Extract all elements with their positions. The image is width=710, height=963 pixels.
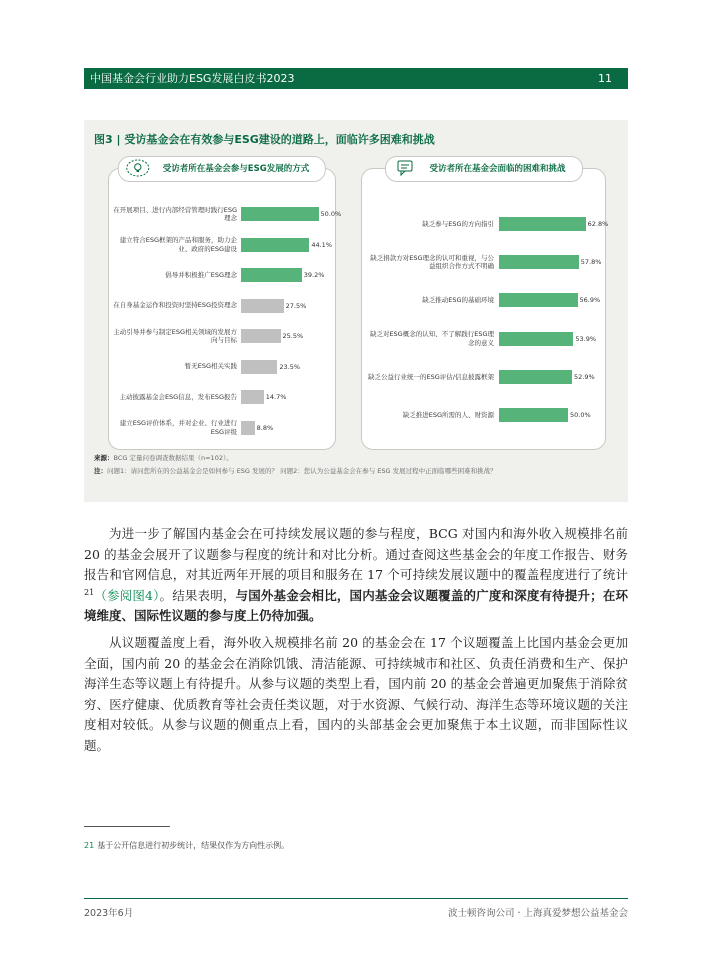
value-label: 23.5% <box>279 362 301 371</box>
category-label: 建立ESG评价体系，并对企业、行业进行ESG评级 <box>119 419 237 436</box>
value-label: 52.9% <box>574 372 595 381</box>
value-label: 50.0% <box>570 411 591 419</box>
category-label: 缺乏推进ESG所需的人、财资源 <box>402 410 494 419</box>
data-bar <box>499 255 579 269</box>
chart-row <box>109 325 335 347</box>
value-label: 53.9% <box>575 334 597 343</box>
data-bar <box>241 238 309 252</box>
chart-title-pill <box>384 156 582 182</box>
footer-date: 2023年6月 <box>84 908 134 919</box>
category-label: 在开展项目、进行内部经营管理时践行ESG理念 <box>113 205 237 222</box>
value-label: 56.9% <box>579 296 601 305</box>
figure-title: 图3 | 受访基金会在有效参与ESG建设的道路上，面临许多困难和挑战 <box>94 133 435 146</box>
footnote-divider <box>84 826 170 827</box>
value-label: 57.8% <box>580 258 602 267</box>
data-bar <box>241 268 302 282</box>
value-label: 62.8% <box>587 220 609 228</box>
footnote-number: 21 <box>84 841 95 850</box>
page-number: 11 <box>598 72 612 85</box>
data-bar <box>499 332 573 346</box>
category-label: 缺乏参与ESG的方向指引 <box>422 219 494 228</box>
value-label: 8.8% <box>256 423 274 432</box>
chart-row <box>109 234 335 256</box>
figure-3 <box>84 120 628 502</box>
data-bar <box>499 293 578 307</box>
chart-row <box>362 366 605 388</box>
lightbulb-cycle-icon <box>125 159 151 177</box>
chart-row <box>109 203 342 225</box>
category-label: 建立符合ESG框架的产品和服务，助力企业、政府的ESG建设 <box>119 236 237 253</box>
footnote <box>84 840 289 851</box>
category-label: 倡导并积极推广ESG理念 <box>165 270 237 279</box>
value-label: 14.7% <box>265 393 287 401</box>
chart-row <box>362 213 609 235</box>
figure-reference-link[interactable]: （参阅图4） <box>94 587 160 603</box>
category-label: 主动披露基金会ESG信息，发布ESG报告 <box>119 392 237 401</box>
chart-title: 受访者所在基金会参与ESG发展的方式 <box>162 164 310 174</box>
category-label: 缺乏推动ESG的基础环境 <box>422 296 494 305</box>
data-bar <box>241 360 277 374</box>
chart-panel-challenges <box>361 164 609 450</box>
data-bar <box>499 217 586 231</box>
chart-panel-participation <box>108 164 342 450</box>
chart-row <box>362 251 605 273</box>
chart-row <box>109 356 335 378</box>
header-bar <box>84 68 628 89</box>
category-label: 缺乏捐款方对ESG理念的认可和重视，与公益组织合作方式不明确 <box>370 253 494 271</box>
chart-row <box>362 404 605 426</box>
chart-title: 受访者所在基金会面临的困难和挑战 <box>429 164 566 174</box>
body-paragraph-2: 从议题覆盖度上看，海外收入规模排名前 20 的基金会在 17 个议题覆盖上比国内基金会更加全面，国内前 20 的基金会在消除饥饿、清洁能源、可持续城市和社区、负责任消费和生产、保护海洋生态等议题上有待提升。从参与议题的类型上看，国内前 20 的基金会普遍更加聚焦于消除贫穷、医疗健康、优质教育等社会责任类议题，对于水资源、气候行动、海洋生态等环境议题的关注度相对较低。从参与议题的侧重点上看，国内的头部基金会更加聚焦于本土议题，而非国际性议题。 <box>84 635 628 753</box>
data-bar <box>241 299 284 313</box>
category-label: 在自身基金运作和投资时坚持ESG投资理念 <box>113 301 237 310</box>
data-bar <box>499 408 568 422</box>
footer-publishers: 波士顿咨询公司 · 上海真爱梦想公益基金会 <box>447 908 628 919</box>
document-title: 中国基金会行业助力ESG发展白皮书2023 <box>90 72 295 85</box>
value-label: 50.0% <box>320 210 342 218</box>
value-label: 27.5% <box>285 301 307 310</box>
category-label: 缺乏对ESG概念的认知、不了解践行ESG理念的意义 <box>369 330 494 347</box>
body-paragraph-1: 为进一步了解国内基金会在可持续发展议题的参与程度，BCG 对国内和海外收入规模排名前 20 的基金会展开了议题参与程度的统计和对比分析。通过查阅这些基金会的年度工作报告、财务报告和官网信息，对其近两年开展的项目和服务在 17 个可持续发展议题中的覆盖程度进行了统计$^{21}$（参阅图4）。结果表明，与国外基金会相比，国内基金会议题覆盖的广度和深度有待提升；在环境维度、国际性议题的参与度上仍待加强。 <box>84 526 628 623</box>
figure-source: 来源：BCG 定量问卷调查数据结果（n=102）。 <box>94 454 233 462</box>
category-label: 缺乏公益行业统一的ESG评估/信息披露框架 <box>368 372 494 381</box>
data-bar <box>241 390 264 404</box>
chart-row <box>109 386 335 408</box>
key-finding: 与国外基金会相比，国内基金会议题覆盖的广度和深度有待提升；在环境维度、国际性议题的参与度上仍待加强。 <box>84 587 628 623</box>
chart-row <box>362 289 605 311</box>
chart-row <box>109 417 335 439</box>
value-label: 39.2% <box>303 271 325 279</box>
value-label: 44.1% <box>311 240 332 249</box>
data-bar <box>499 370 572 384</box>
category-label: 暂无ESG相关实践 <box>184 362 237 371</box>
category-label: 主动引导并参与制定ESG相关领域的发展方向与目标 <box>113 327 237 344</box>
data-bar <box>241 421 255 435</box>
chart-title-pill <box>118 156 326 182</box>
chart-row <box>362 328 605 350</box>
chart-row <box>109 264 335 286</box>
footnote-marker[interactable]: 21 <box>84 587 95 597</box>
value-label: 25.5% <box>282 332 304 340</box>
footer-divider <box>84 898 628 899</box>
footnote-text: 基于公开信息进行初步统计，结果仅作为方向性示例。 <box>97 841 290 850</box>
chat-bubble-icon <box>391 159 417 177</box>
data-bar <box>241 207 319 221</box>
figure-note: 注：问题1：请问您所在的公益基金会是如何参与 ESG 发展的？ 问题2：您认为公益基金会在参与 ESG 发展过程中正面临哪些困难和挑战？ <box>94 467 497 475</box>
data-bar <box>241 329 281 343</box>
chart-row <box>109 295 335 317</box>
